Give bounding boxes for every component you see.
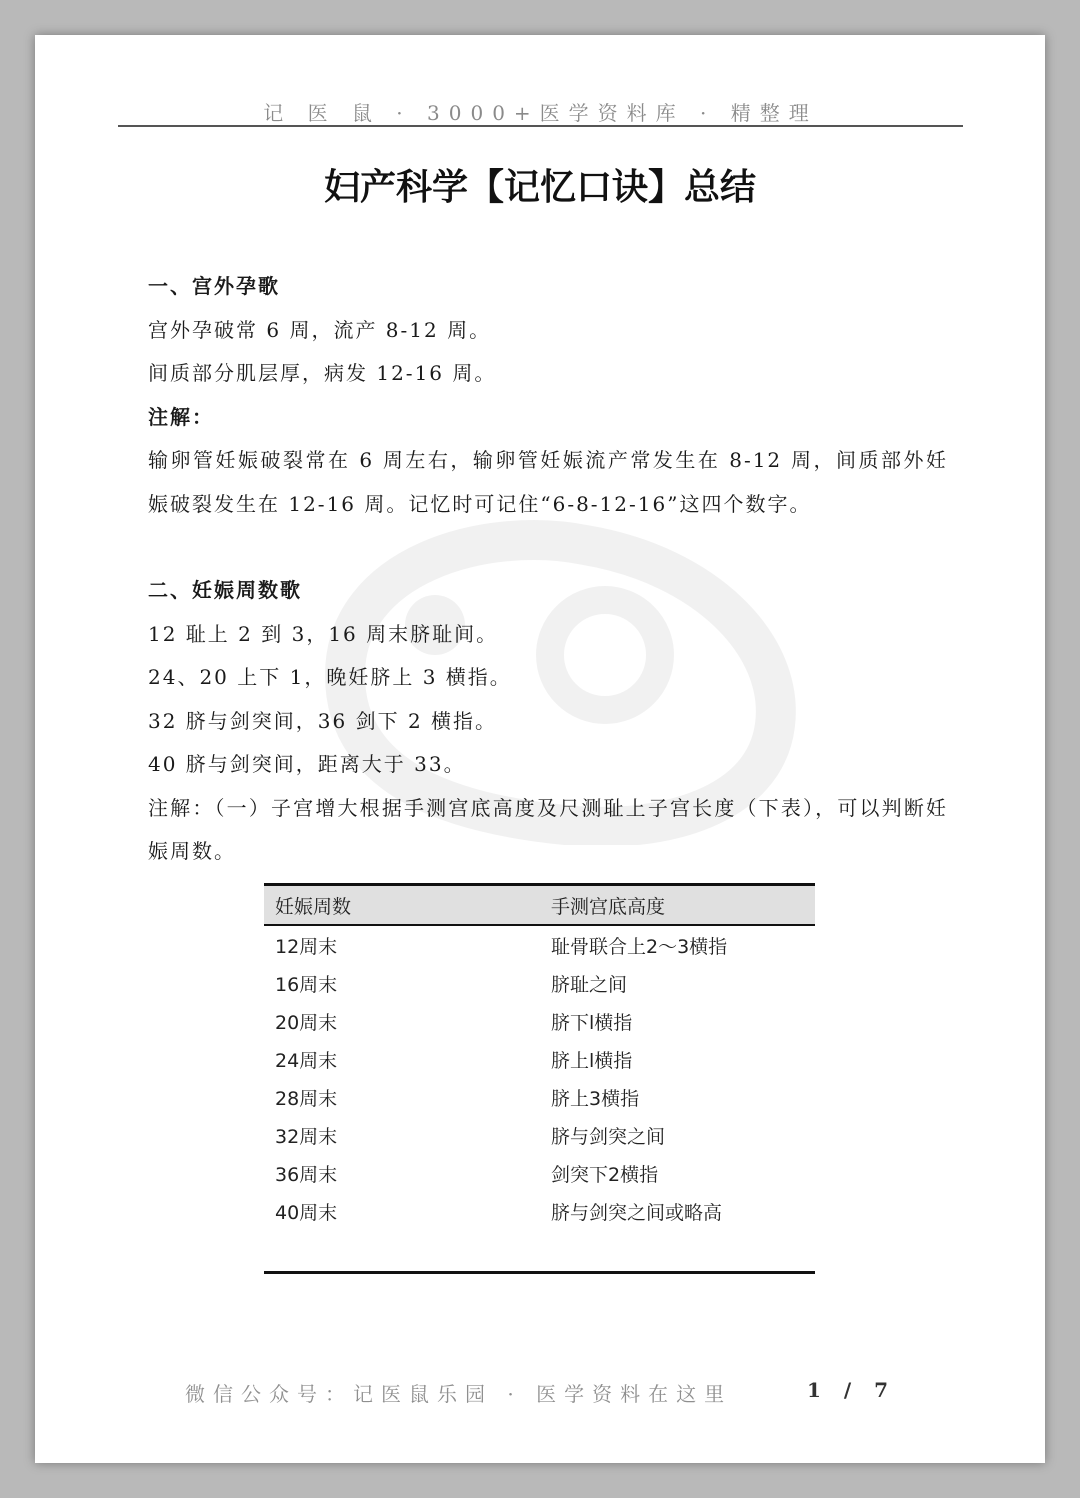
- page-header: 记 医 鼠 · 3000+医学资料库 · 精整理: [263, 101, 818, 125]
- cell-weeks: 24周末: [275, 1049, 338, 1072]
- column-header-weeks: 妊娠周数: [264, 885, 540, 926]
- mnemonic-line: 40 脐与剑突间，距离大于 33。: [148, 752, 466, 776]
- cell-weeks: 32周末: [275, 1125, 338, 1148]
- section-heading-gestation: 二、妊娠周数歌: [148, 578, 302, 602]
- document-page: [35, 35, 1045, 1463]
- table-row: [264, 1002, 815, 1040]
- page-number: 1 / 7: [807, 1378, 897, 1402]
- note-paragraph: 输卵管妊娠破裂常在 6 周左右，输卵管妊娠流产常发生在 8-12 周，间质部外妊娠破裂发生在 12-16 周。记忆时可记住“6-8-12-16”这四个数字。: [148, 448, 948, 516]
- table-row: [264, 1116, 815, 1154]
- table-row: [264, 1040, 815, 1078]
- cell-weeks: 20周末: [275, 1011, 338, 1034]
- note-paragraph: 注解：（一）子宫增大根据手测宫底高度及尺测耻上子宫长度（下表），可以判断妊娠周数。: [148, 795, 948, 863]
- page-footer: 微信公众号：记医鼠乐园 · 医学资料在这里: [185, 1382, 733, 1406]
- table-bottom-rule: [264, 1271, 815, 1274]
- cell-fundal-height: 耻骨联合上2～3横指: [551, 935, 728, 958]
- cell-fundal-height: 脐耻之间: [551, 973, 628, 996]
- table-header-row: [264, 885, 815, 926]
- cell-weeks: 16周末: [275, 973, 338, 996]
- document-title: 妇产科学【记忆口诀】总结: [323, 167, 756, 208]
- cell-weeks: 40周末: [275, 1201, 338, 1224]
- table-row: [264, 1192, 815, 1230]
- note-label: 注解：: [148, 404, 214, 429]
- cell-fundal-height: 脐与剑突之间或略高: [551, 1201, 723, 1224]
- cell-weeks: 28周末: [275, 1087, 338, 1110]
- table-row: [264, 925, 815, 964]
- mnemonic-line: 12 耻上 2 到 3，16 周末脐耻间。: [148, 621, 499, 646]
- column-header-fundal-height: 手测宫底高度: [540, 885, 815, 926]
- cell-fundal-height: 脐与剑突之间: [551, 1125, 666, 1148]
- cell-fundal-height: 脐下l横指: [551, 1011, 633, 1034]
- cell-weeks: 36周末: [275, 1163, 338, 1186]
- section-spacer: [148, 526, 948, 569]
- cell-fundal-height: 脐上3横指: [551, 1087, 640, 1110]
- cell-fundal-height: 剑突下2横指: [551, 1163, 659, 1186]
- mnemonic-line: 宫外孕破常 6 周，流产 8-12 周。: [148, 317, 492, 342]
- section-heading-ectopic: 一、宫外孕歌: [148, 274, 280, 298]
- header-divider: [118, 125, 963, 127]
- cell-fundal-height: 脐上l横指: [551, 1049, 633, 1072]
- mnemonic-line: 24、20 上下 1，晚妊脐上 3 横指。: [148, 665, 512, 689]
- table-row: [264, 964, 815, 1002]
- mnemonic-line: 间质部分肌层厚，病发 12-16 周。: [148, 361, 497, 385]
- table-row: [264, 1078, 815, 1116]
- table-row: [264, 1154, 815, 1192]
- document-body: [148, 265, 948, 874]
- cell-weeks: 12周末: [275, 935, 338, 958]
- gestation-fundal-height-table: [264, 883, 815, 1230]
- mnemonic-line: 32 脐与剑突间，36 剑下 2 横指。: [148, 708, 498, 733]
